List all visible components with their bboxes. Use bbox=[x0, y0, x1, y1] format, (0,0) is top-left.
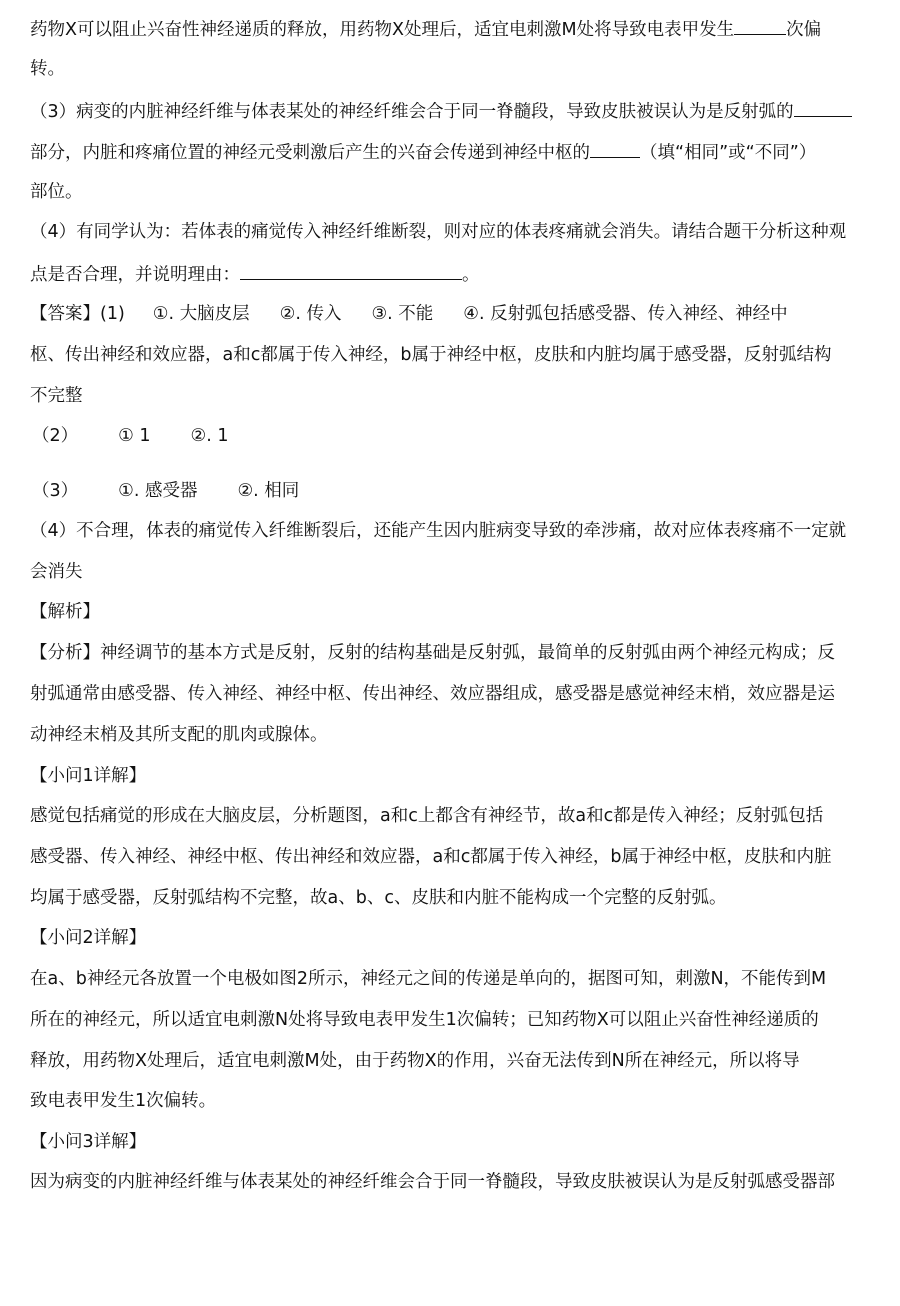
question-line bbox=[30, 16, 880, 40]
answer-item: ①. 大脑皮层 bbox=[152, 304, 250, 324]
answer-item: ②. 传入 bbox=[279, 304, 342, 324]
question-text: 次偏 bbox=[786, 20, 822, 40]
answer-item: ①. 感受器 bbox=[118, 481, 198, 501]
answer-line bbox=[30, 302, 880, 326]
answer-blank bbox=[240, 261, 462, 280]
analysis-line: 在a、b神经元各放置一个电极如图2所示，神经元之间的传递是单向的，据图可知，刺激N，不能传到M bbox=[30, 969, 827, 989]
analysis-line: 【分析】神经调节的基本方式是反射，反射的结构基础是反射弧，最简单的反射弧由两个神经元构成；反 bbox=[30, 643, 835, 663]
question-text: 部分，内脏和疼痛位置的神经元受刺激后产生的兴奋会传递到神经中枢的 bbox=[30, 143, 590, 163]
analysis-label: 【解析】 bbox=[30, 602, 100, 622]
analysis-line: 所在的神经元，所以适宜电刺激N处将导致电表甲发生1次偏转；已知药物X可以阻止兴奋性神经递质的 bbox=[30, 1010, 819, 1030]
analysis-line: 射弧通常由感受器、传入神经、神经中枢、传出神经、效应器组成，感受器是感觉神经末梢，效应器是运 bbox=[30, 684, 835, 704]
answer-blank bbox=[794, 98, 852, 117]
answer-label: （2） bbox=[32, 426, 79, 446]
question-line: 部位。 bbox=[30, 182, 83, 202]
analysis-line: 均属于感受器，反射弧结构不完整，故a、b、c、皮肤和内脏不能构成一个完整的反射弧。 bbox=[30, 888, 727, 908]
answer-blank bbox=[734, 16, 786, 35]
section-title: 【小问1详解】 bbox=[30, 766, 147, 786]
answer-line: （4）不合理，体表的痛觉传入纤维断裂后，还能产生因内脏病变导致的牵涉痛，故对应体表疼痛不一定就 bbox=[30, 521, 847, 541]
answer-line: 会消失 bbox=[30, 562, 83, 582]
question-text: （填“相同”或“不同”） bbox=[640, 143, 817, 163]
question-line bbox=[30, 98, 880, 122]
question-line bbox=[30, 139, 880, 163]
answer-item: ②. 1 bbox=[190, 426, 229, 446]
answer-item: ① 1 bbox=[118, 426, 151, 446]
question-text: （3）病变的内脏神经纤维与体表某处的神经纤维会合于同一脊髓段，导致皮肤被误认为是反射弧的 bbox=[30, 102, 794, 122]
answer-line bbox=[32, 479, 882, 503]
question-text: 。 bbox=[462, 265, 480, 285]
analysis-line: 致电表甲发生1次偏转。 bbox=[30, 1091, 217, 1111]
answer-blank bbox=[590, 139, 640, 158]
section-title: 【小问2详解】 bbox=[30, 928, 147, 948]
question-line: （4）有同学认为：若体表的痛觉传入神经纤维断裂，则对应的体表疼痛就会消失。请结合题干分析这种观 bbox=[30, 222, 847, 242]
analysis-line: 释放，用药物X处理后，适宜电刺激M处，由于药物X的作用，兴奋无法传到N所在神经元，所以将导 bbox=[30, 1051, 800, 1071]
section-title: 【小问3详解】 bbox=[30, 1132, 147, 1152]
question-text: 点是否合理，并说明理由： bbox=[30, 265, 240, 285]
question-text: 药物X可以阻止兴奋性神经递质的释放，用药物X处理后，适宜电刺激M处将导致电表甲发生 bbox=[30, 20, 735, 40]
question-line: 转。 bbox=[30, 59, 65, 79]
answer-label: （3） bbox=[32, 481, 79, 501]
answer-line: 不完整 bbox=[30, 386, 83, 406]
analysis-line: 感觉包括痛觉的形成在大脑皮层，分析题图，a和c上都含有神经节，故a和c都是传入神经；反射弧包括 bbox=[30, 806, 824, 826]
analysis-line: 感受器、传入神经、神经中枢、传出神经和效应器，a和c都属于传入神经，b属于神经中枢，皮肤和内脏 bbox=[30, 847, 832, 867]
answer-label: 【答案】(1) bbox=[30, 304, 125, 324]
answer-line: 枢、传出神经和效应器，a和c都属于传入神经，b属于神经中枢，皮肤和内脏均属于感受器，反射弧结构 bbox=[30, 345, 832, 365]
answer-item: ②. 相同 bbox=[237, 481, 300, 501]
answer-item: ④. 反射弧包括感受器、传入神经、神经中 bbox=[463, 304, 788, 324]
question-line bbox=[30, 261, 880, 285]
analysis-line: 因为病变的内脏神经纤维与体表某处的神经纤维会合于同一脊髓段，导致皮肤被误认为是反射弧感受器部 bbox=[30, 1172, 835, 1192]
answer-item: ③. 不能 bbox=[371, 304, 434, 324]
analysis-line: 动神经末梢及其所支配的肌肉或腺体。 bbox=[30, 725, 328, 745]
answer-line bbox=[32, 424, 882, 448]
